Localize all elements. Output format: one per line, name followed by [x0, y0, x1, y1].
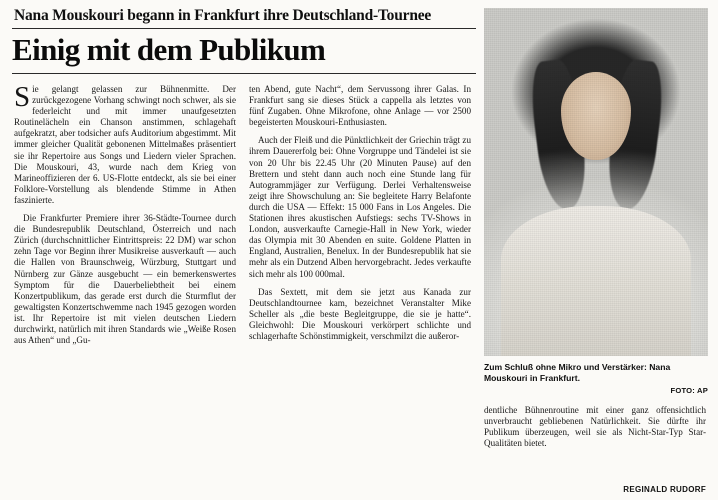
body-column-2: [249, 84, 471, 349]
body-column-1: [14, 81, 236, 353]
rule-below-headline: [12, 73, 476, 74]
paragraph: dentliche Bühnenroutine mit einer ganz offensichtlich unverbraucht gebliebenen Natürlichkeit. Sie dürfte ihr Publikum überzeugen, weil sie als Nicht-Star-Typ Star-Qualitäten bietet.: [484, 405, 706, 449]
photo-grain-overlay: [484, 8, 708, 356]
page-title: Einig mit dem Publikum: [12, 32, 326, 67]
paragraph: Das Sextett, mit dem sie jetzt aus Kanada zur Deutschlandtournee kam, bezeichnet Veranstalter Mike Scheller als „die beste Begleitgruppe, die sie je hatte“. Gleichwohl: Die Mouskouri verkörpert schlichte und schlagerhafte Schönstimmigkeit, verschmilzt die außeror-: [249, 286, 471, 341]
photo-credit: FOTO: AP: [670, 386, 708, 395]
drop-cap: S: [14, 81, 31, 113]
paragraph: Auch der Fleiß und die Pünktlichkeit der Griechin trägt zu ihrem Dauererfolg bei: Ohne Vorgruppe und Tändelei ist sie von 20 Uhr bis 22.45 Uhr (20 Minuten Pause) auf den Brettern und steht dann auch noch eine Stunde lang für Autogrammjäger zur Verfügung. Derlei Verhaltensweise zeigt ihre Showschulung an: Sie begleitete Harry Belafonte durch die USA — Effekt: 15 000 Fans in Los Angeles. Die Stationen ihres akustischen Aufstiegs: sechs TV-Shows in London, ausverkaufte Carnegie-Hall in New York, wieder das Olympia mit 30 Abenden en suite. Goldene Platten in England, Australien, Benelux. In der Bundesrepublik hat sie mehr als ein Dutzend Alben hervorgebracht. Jedes verkaufte sich mehr als 100 000mal.: [249, 135, 471, 279]
paragraph-with-dropcap: [14, 81, 236, 206]
rule-above-headline: [12, 28, 476, 29]
body-column-3: [484, 405, 706, 456]
paragraph-text: ie gelangt gelassen zur Bühnenmitte. Der zurückgezogene Vorhang schwingt noch schwer, als sie federleicht und mit immer unaufgesetzten Routinelächeln ein Chanson anstimmen, schlagehaft aufgekratzt, aber todsicher aufs Auditorium abgestimmt. Mit immer gleicher Qualität gebonenen Mittelmaßes präsentiert sie ihr Repertoire aus Songs und Liedern vieler Sprachen. Die Mouskouri, 43, wurde nach dem Krieg von Marineoffizieren der 6. US-Flotte entdeckt, als sie bei einer Folklore-Vorstellung als blendende Stimme in Athen faszinierte.: [14, 84, 236, 205]
paragraph: ten Abend, gute Nacht“, dem Servussong ihrer Galas. In Frankfurt sang sie dieses Stück a cappella als letztes von fünf Zugaben. Ohne Mikrofone, ohne Anlage — vor 2500 begeisterten Mouskouri-Enthusiasten.: [249, 84, 471, 128]
byline: REGINALD RUDORF: [623, 485, 706, 494]
paragraph: Die Frankfurter Premiere ihrer 36-Städte-Tournee durch die Bundesrepublik Deutschland, Österreich und nach Zürich (durchschnittlicher Eintrittspreis: 22 DM) war schon zehn Tage vor Beginn ihrer Musikreise ausverkauft — auch die Hallen von Braunschweig, Würzburg, Stuttgart und Nürnberg zur Gänze ausgebucht — ein bemerkenswertes Symptom für die Dauerbeliebtheit bei einem Konzertpublikum, das gerade erst durch die Sturmflut der gewaltigsten Konzertschwemme nach 1945 gezogen worden ist. Ihr Repertoire ist mit vielen deutschen Liedern durchwirkt, natürlich mit ihren Standards wie „Weiße Rosen aus Athen“ und „Gu-: [14, 213, 236, 346]
photo-caption: Zum Schluß ohne Mikro und Verstärker: Nana Mouskouri in Frankfurt.: [484, 362, 671, 383]
article-kicker: Nana Mouskouri begann in Frankfurt ihre Deutschland-Tournee: [14, 7, 432, 24]
portrait-photo: [484, 8, 708, 356]
